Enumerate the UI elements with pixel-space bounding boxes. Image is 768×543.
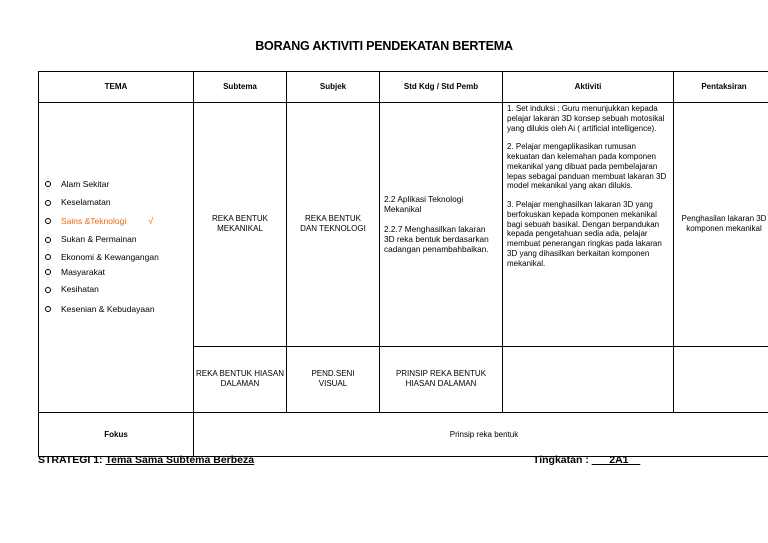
tingkatan-line: Tingkatan : ___2A1__	[533, 454, 641, 466]
std-cell	[380, 103, 503, 347]
subtema-cell: REKA BENTUK MEKANIKAL	[194, 103, 287, 347]
tema-cell	[39, 103, 194, 413]
aktiviti-cell	[503, 103, 674, 347]
circle-bullet-icon	[45, 181, 51, 187]
aktiviti-cell	[503, 346, 674, 412]
checkmark-icon: √	[148, 215, 154, 226]
header-tema: TEMA	[39, 72, 194, 103]
header-row	[39, 72, 768, 103]
fokus-label: Fokus	[39, 413, 194, 457]
activity-table	[38, 71, 768, 457]
tema-item: Masyarakat	[45, 265, 193, 279]
fokus-value: Prinsip reka bentuk	[194, 413, 768, 457]
subjek-cell: REKA BENTUK DAN TEKNOLOGI	[287, 103, 380, 347]
header-subjek: Subjek	[287, 72, 380, 103]
tema-item: Sukan & Permainan	[45, 231, 193, 250]
subjek-cell: PEND.SENI VISUAL	[287, 346, 380, 412]
aktiviti-text: 2. Pelajar mengaplikasikan rumusan kekuatan dan kelemahan pada komponen mekanikal yang dibuat pada pembelajaran lepas sebagai panduan membuat lakaran 3D model mekanikal yang akan dilukis.	[507, 142, 667, 191]
circle-bullet-icon	[45, 306, 51, 312]
circle-bullet-icon	[45, 237, 51, 243]
aktiviti-text: 3. Pelajar menghasilkan lakaran 3D yang berfokuskan kepada komponen mekanikal bagi sebuah basikal. Dengan berpandukan kepada pengetahuan sedia ada, pelajar membuat penerangan ringkas pada lakaran 3D yang dihasilkan berkaitan komponen mekanikal.	[507, 200, 662, 268]
table-row	[39, 103, 768, 347]
std-cell: PRINSIP REKA BENTUK HIASAN DALAMAN	[380, 346, 503, 412]
header-std: Std Kdg / Std Pemb	[380, 72, 503, 103]
tema-list	[39, 175, 193, 319]
tema-item: Kesihatan	[45, 279, 193, 300]
tema-item: Keselamatan	[45, 194, 193, 213]
circle-bullet-icon	[45, 200, 51, 206]
fokus-row	[39, 413, 768, 457]
header-subtema: Subtema	[194, 72, 287, 103]
form-title: BORANG AKTIVITI PENDEKATAN BERTEMA	[255, 39, 513, 53]
circle-bullet-icon	[45, 287, 51, 293]
tema-item: Alam Sekitar	[45, 175, 193, 194]
circle-bullet-icon	[45, 218, 51, 224]
circle-bullet-icon	[45, 254, 51, 260]
header-pentaksiran: Pentaksiran	[674, 72, 768, 103]
std-text: 2.2 Aplikasi Teknologi Mekanikal	[384, 193, 464, 215]
aktiviti-text: 1. Set induksi : Guru menunjukkan kepada pelajar lakaran 3D konsep sebuah motosikal yang dilukis oleh Ai ( artificial intelligence).	[507, 104, 665, 133]
header-aktiviti: Aktiviti	[503, 72, 674, 103]
std-text: 2.2.7 Menghasilkan lakaran 3D reka bentuk berdasarkan cadangan penambahbaikan.	[384, 223, 489, 255]
tema-item: Ekonomi & Kewangangan	[45, 249, 193, 265]
strategi-value: Tema Sama Subtema Berbeza	[105, 454, 255, 466]
tingkatan-value: ___2A1__	[591, 454, 641, 466]
strategi-line: STRATEGI 1: Tema Sama Subtema Berbeza	[38, 454, 255, 466]
subtema-cell: REKA BENTUK HIASAN DALAMAN	[194, 346, 287, 412]
pentaksiran-cell	[674, 346, 768, 412]
pentaksiran-cell: Penghasilan lakaran 3D komponen mekanikal	[674, 103, 768, 347]
tema-item-selected: Sains &Teknologi √	[45, 212, 193, 231]
circle-bullet-icon	[45, 269, 51, 275]
tema-item: Kesenian & Kebudayaan	[45, 300, 193, 319]
